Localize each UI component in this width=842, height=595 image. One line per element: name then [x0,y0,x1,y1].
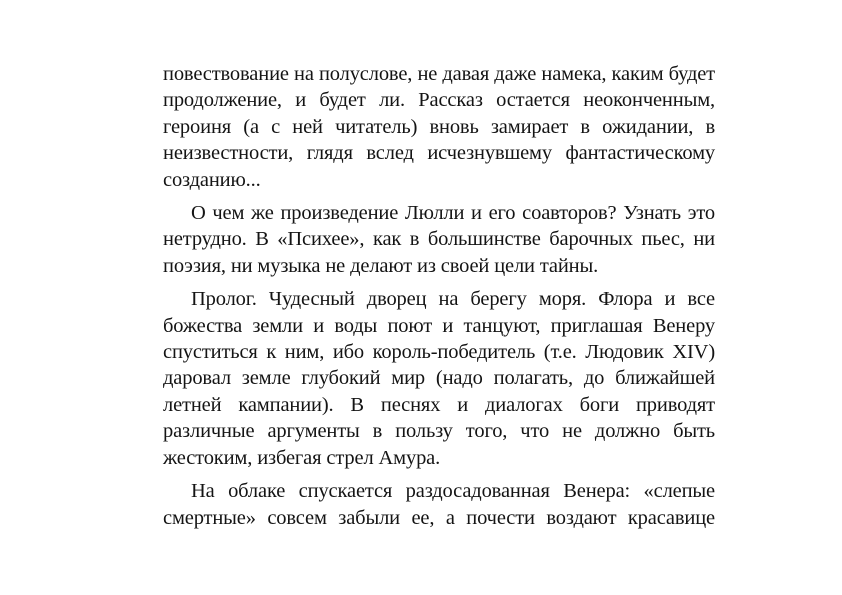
paragraph-venus: На облаке спускается раздосадованная Венера: «слепые смертные» совсем забыли ее, а почести воздают красавице [163,480,715,529]
body-text [163,61,715,538]
paragraph-question: О чем же произведение Люлли и его соавторов? Узнать это нетрудно. В «Психее», как в большинстве барочных пьес, ни поэзия, ни музыка не делают из своей цели тайны. [163,202,715,277]
paragraph-prologue: Пролог. Чудесный дворец на берегу моря. Флора и все божества земли и воды поют и танцуют, приглашая Венеру спуститься к ним, ибо король-победитель (т.е. Людовик XIV) даровал земле глубокий мир (надо полагать, до ближайшей летней кампании). В песнях и диалогах боги приводят различные аргументы в пользу того, что не должно быть жестоким, избегая стрел Амура. [163,288,715,469]
paragraph-continuation: повествование на полуслове, не давая даже намека, каким будет продолжение, и будет ли. Рассказ остается неоконченным, героиня (а с ней читатель) вновь замирает в ожидании, в неизвестности, глядя вслед исчезнувшему фантастическому созданию... [163,63,715,191]
